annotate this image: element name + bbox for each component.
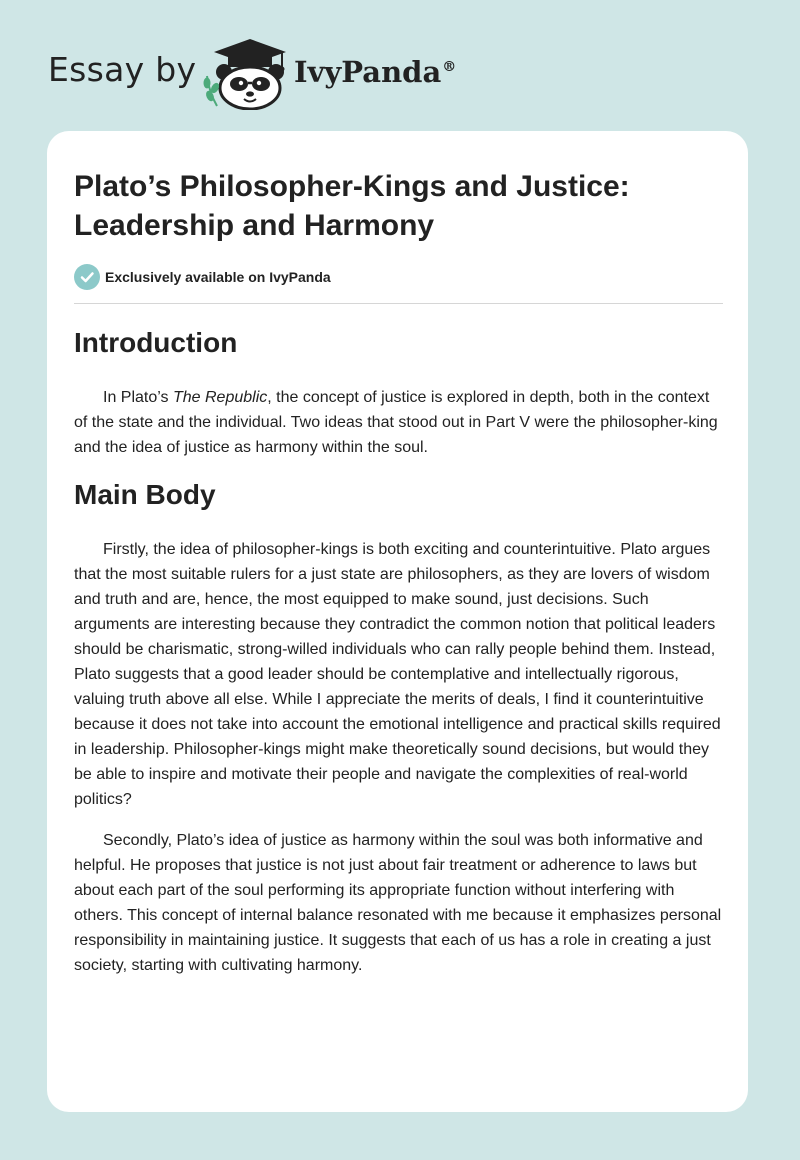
site-header bbox=[0, 0, 800, 130]
registered-mark: ® bbox=[442, 59, 457, 76]
divider bbox=[74, 303, 723, 304]
introduction-paragraph bbox=[74, 385, 724, 460]
intro-text-before: In Plato’s bbox=[103, 389, 173, 406]
panda-graduate-icon bbox=[202, 36, 292, 110]
essay-title: Plato’s Philosopher-Kings and Justice: Leadership and Harmony bbox=[74, 170, 630, 242]
main-body-paragraph-1: Firstly, the idea of philosopher-kings is both exciting and counterintuitive. Plato argues that the most suitable rulers for a just state are philosophers, as they are lovers of wisdom and truth and are, hence, the most equipped to make sound, just decisions. Such arguments are interesting because they contradict the common notion that political leaders should be charismatic, strong-willed individuals who can rally people behind them. Instead, Plato suggests that a good leader should be contemplative and intellectually rigorous, valuing truth above all else. While I appreciate the merits of deals, I find it counterintuitive because it does not take into account the emotional intelligence and practical skills required in leadership. Philosopher-kings might make theoretically sound decisions, but would they be able to inspire and motivate their people and navigate the complexities of real-world politics? bbox=[74, 541, 721, 808]
main-body-paragraph-2: Secondly, Plato’s idea of justice as harmony within the soul was both informative and helpful. He proposes that justice is not just about fair treatment or adherence to laws but about each part of the soul performing its appropriate function without interfering with others. This concept of internal balance resonated with me because it emphasizes personal responsibility in maintaining justice. It suggests that each of us has a role in creating a just society, starting with cultivating harmony. bbox=[74, 832, 722, 974]
exclusive-badge-text: Exclusively available on IvyPanda bbox=[105, 269, 331, 285]
section-heading-introduction: Introduction bbox=[74, 327, 238, 358]
brand-name-text: IvyPanda bbox=[294, 55, 442, 89]
essay-card bbox=[47, 131, 748, 1112]
brand-prefix: Essay by bbox=[48, 50, 197, 89]
section-heading-main-body: Main Body bbox=[74, 479, 216, 510]
check-icon bbox=[74, 264, 100, 290]
book-title: The Republic bbox=[172, 389, 268, 406]
brand-name bbox=[294, 55, 456, 89]
intro-text-after: , the concept of justice is explored in depth, both in the context of the state and the individual. Two ideas that stood out in Part V were the philosopher-king and the idea of justice as harmony within the soul. bbox=[74, 389, 718, 456]
